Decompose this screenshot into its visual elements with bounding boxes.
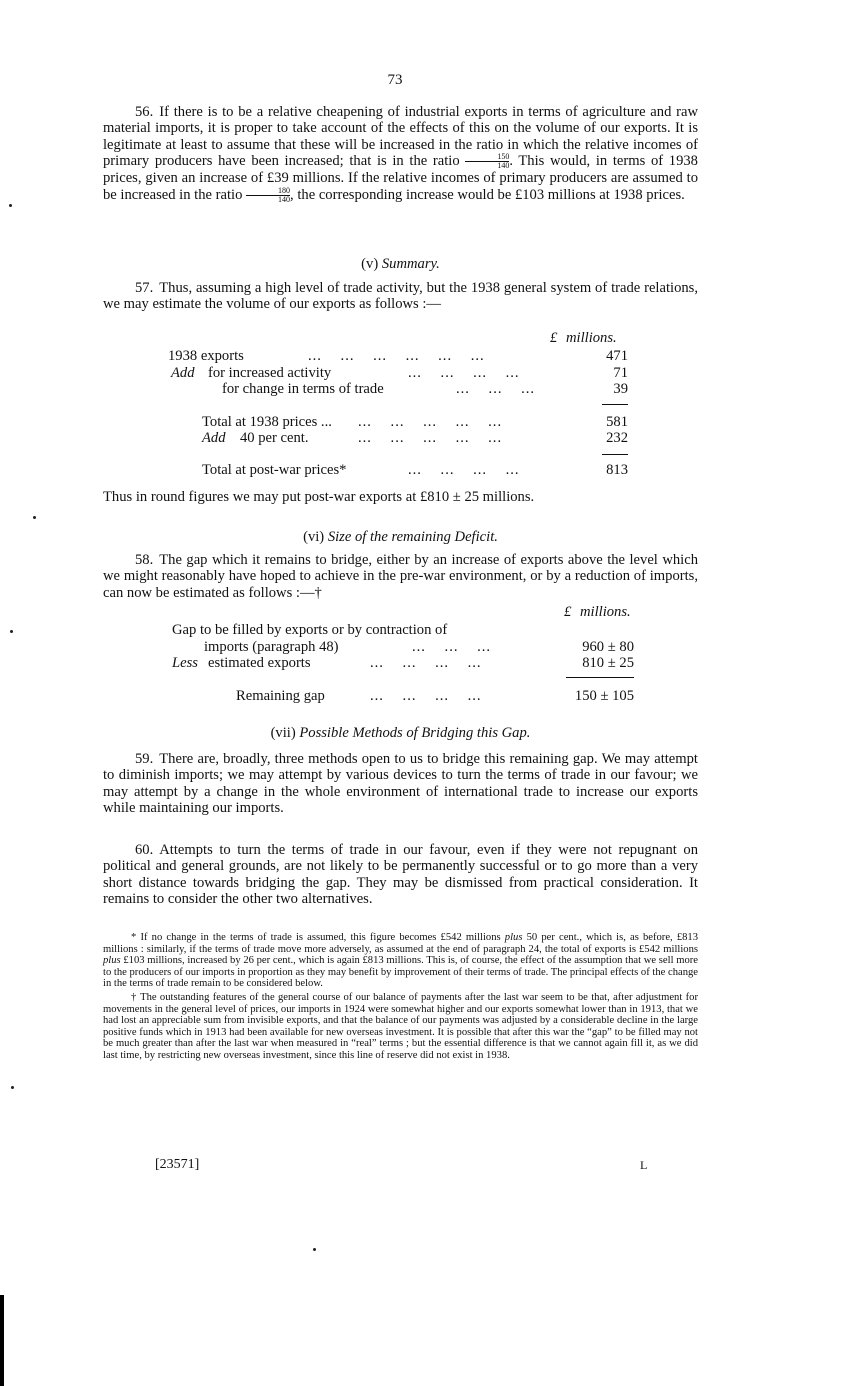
fraction-180-140: $\frac{180}{140}$ xyxy=(246,187,290,204)
table-row: imports (paragraph 48) ... ... ... 960 ± 80 xyxy=(204,638,634,655)
paragraph-60 xyxy=(103,842,698,908)
round-figures-line: Thus in round figures we may put post-war exports at £810 ± 25 millions. xyxy=(103,489,535,505)
paragraph-number: 59. xyxy=(135,751,154,767)
table-row: for change in terms of trade ... ... ... 39 xyxy=(222,381,628,398)
page-number: 73 xyxy=(387,72,403,88)
scan-margin-bar xyxy=(0,1295,4,1386)
exports-summary-table xyxy=(168,330,668,479)
fraction-150-140: $\frac{150}{140}$ xyxy=(465,153,509,170)
paragraph-text: , the corresponding increase would be £103 millions at 1938 prices. xyxy=(290,186,685,203)
paragraph-56 xyxy=(103,104,698,204)
footnote-dagger: † The outstanding features of the general course of our balance of payments after the last war seem to be that, after adjustment for movements in the general level of prices, our imports in 1924 were somewhat higher and our exports somewhat lower than in 1913, that we had lost an appreciable sum from invisible exports, and that the balance of our payments was adjusted by a considerable decline in the large positive funds which in 1913 had been available for new overseas investment. It is possible that after this war the “gap” to be filled may not be much greater than after the last war when measured in “real” terms ; but the essential difference is that we cannot again fill it, as we did last time, by restricting new overseas investment, since this line of reserve did not exist in 1938. xyxy=(103,991,698,1061)
paragraph-text: If there is to be a relative cheapening of industrial exports in terms of agriculture and raw material imports, it is proper to take account of the effects of this on the volume of our exports. It is legitimate at least to assume that these will be increased in the ratio in which the relative incomes of primary producers have been increased; that is in the ratio xyxy=(103,104,698,170)
table-row: Gap to be filled by exports or by contraction of xyxy=(172,622,448,639)
table-row: Less estimated exports ... ... ... ... 810 ± 25 xyxy=(172,655,634,672)
total-rule xyxy=(602,454,628,455)
table-row: Remaining gap ... ... ... ... 150 ± 105 xyxy=(236,687,634,704)
paragraph-number: 56. xyxy=(135,104,154,120)
paragraph-text: There are, broadly, three methods open to us to bridge this remaining gap. We may attempt to diminish imports; we may attempt by various devices to turn the terms of trade in our favour; we may attempt by a change in the whole environment of international trade to increase our exports while maintaining our imports. xyxy=(103,751,698,817)
paragraph-57 xyxy=(103,280,698,313)
paragraph-59 xyxy=(103,751,698,817)
table-row: 1938 exports ... ... ... ... ... ... 471 xyxy=(168,348,628,365)
total-rule xyxy=(566,677,634,678)
scan-speck xyxy=(33,516,36,519)
table-unit-header: £ millions. xyxy=(564,604,631,620)
paragraph-text: . This would, in terms of 1938 prices, given an increase of £39 millions. If the relative incomes of primary producers are assumed to be increased in the ratio xyxy=(103,153,698,203)
scan-speck xyxy=(11,1086,14,1089)
table-row: Total at 1938 prices ... ... ... ... ... ... 581 xyxy=(202,413,628,430)
paragraph-number: 57. xyxy=(135,280,154,296)
paragraph-58 xyxy=(103,552,698,601)
section-heading-vii: (vii) Possible Methods of Bridging this Gap. xyxy=(270,725,531,741)
section-heading-v: (v) Summary. xyxy=(361,256,440,272)
print-code: [23571] xyxy=(155,1157,200,1172)
table-unit-header: £ millions. xyxy=(550,330,617,346)
paragraph-text: Thus, assuming a high level of trade activity, but the 1938 general system of trade relations, we may estimate the volume of our exports as follows :— xyxy=(103,280,698,313)
paragraph-text: Attempts to turn the terms of trade in our favour, even if they were not repugnant on political and general grounds, are not likely to be permanently successful or to go more than a very short distance towards bridging the gap. They may be dismissed from practical consideration. It remains to consider the other two alternatives. xyxy=(103,842,698,908)
table-row: Total at post-war prices* ... ... ... ... 813 xyxy=(202,462,628,479)
paragraph-number: 60. xyxy=(135,842,154,858)
scan-speck xyxy=(10,630,13,633)
footnotes xyxy=(103,932,698,1064)
scan-speck xyxy=(313,1248,316,1251)
paragraph-number: 58. xyxy=(135,552,154,568)
table-row: Add for increased activity ... ... ... ... 71 xyxy=(171,364,628,381)
scan-speck xyxy=(9,204,12,207)
signature-mark: L xyxy=(640,1158,648,1172)
subtotal-rule xyxy=(602,404,628,405)
section-heading-vi: (vi) Size of the remaining Deficit. xyxy=(303,529,498,545)
remaining-gap-table xyxy=(172,604,652,704)
paragraph-text: The gap which it remains to bridge, either by an increase of exports above the level which we might reasonably have hoped to achieve in the pre-war environment, or by a reduction of imports, can now be estimated as follows :—† xyxy=(103,552,698,601)
footnote-star: * If no change in the terms of trade is assumed, this figure becomes £542 millions plus 50 per cent., which is, as before, £813 millions : similarly, if the terms of trade move more adversely, as assumed at the end of paragraph 24, the total of exports is £542 millions plus £103 millions, increased by 26 per cent., which is again £813 millions. This is, of course, the effect of the assumption that we sell more to the producers of our imports in proportion as they may benefit by improvement of their terms of trade. The principal effects of the change in the terms of trade remain to be considered below. xyxy=(103,932,699,990)
table-row: Add 40 per cent. ... ... ... ... ... 232 xyxy=(202,429,628,446)
